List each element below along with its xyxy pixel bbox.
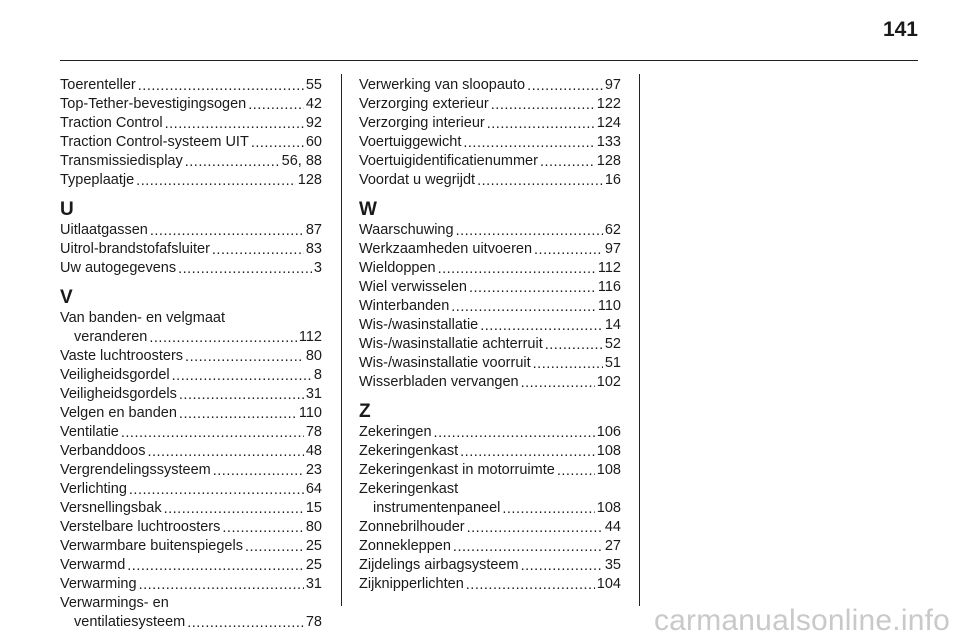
watermark: carmanualsonline.info: [653, 604, 950, 637]
index-entry: [359, 171, 621, 190]
index-entry: [60, 95, 322, 114]
section-letter-heading: V: [60, 287, 73, 308]
dot-leader: [540, 153, 595, 168]
entry-page-ref: 108: [596, 500, 621, 516]
entry-term: Velgen en banden: [60, 405, 177, 421]
index-entry: [60, 537, 322, 556]
entry-page-ref: 128: [297, 172, 322, 188]
index-entry: [60, 76, 322, 95]
index-entry: [359, 354, 621, 373]
entry-term: Uw autogegevens: [60, 260, 177, 276]
index-entry: [359, 518, 621, 537]
entry-page-ref: 25: [305, 538, 322, 554]
entry-term: instrumentenpaneel: [373, 500, 501, 516]
dot-leader: [147, 443, 303, 458]
entry-term: Vaste luchtroosters: [60, 348, 184, 364]
dot-leader: [456, 222, 603, 237]
entry-term: Zekeringen: [359, 424, 432, 440]
index-entry: [60, 385, 322, 404]
entry-page-ref: 106: [596, 424, 621, 440]
dot-leader: [438, 260, 596, 275]
entry-term: Verzorging exterieur: [359, 96, 489, 112]
index-entry: [60, 347, 322, 366]
entry-page-ref: 56, 88: [281, 153, 322, 169]
entry-page-ref: 78: [305, 614, 322, 630]
index-column-1: [60, 76, 322, 632]
entry-term: Wieldoppen: [359, 260, 436, 276]
entry-page-ref: 14: [604, 317, 621, 333]
dot-leader: [534, 241, 603, 256]
entry-term: Winterbanden: [359, 298, 450, 314]
entry-page-ref: 42: [305, 96, 322, 112]
dot-leader: [434, 424, 595, 439]
dot-leader: [179, 405, 297, 420]
index-entry: [359, 297, 621, 316]
entry-term: Voordat u wegrijdt: [359, 172, 476, 188]
index-entry: [60, 240, 322, 259]
entry-page-ref: 25: [305, 557, 322, 573]
index-entry: [60, 442, 322, 461]
entry-page-ref: 52: [604, 336, 621, 352]
entry-term: Uitrol-brandstofafsluiter: [60, 241, 210, 257]
index-entry: [359, 95, 621, 114]
dot-leader: [557, 462, 595, 477]
index-column-2: [359, 76, 621, 594]
entry-page-ref: 108: [596, 462, 621, 478]
index-entry: [359, 259, 621, 278]
entry-page-ref: 16: [604, 172, 621, 188]
entry-term: Verlichting: [60, 481, 127, 497]
dot-leader: [469, 279, 596, 294]
entry-term: Verstelbare luchtroosters: [60, 519, 221, 535]
index-entry: [359, 537, 621, 556]
index-entry: [60, 556, 322, 575]
entry-page-ref: 133: [596, 134, 621, 150]
dot-leader: [521, 557, 603, 572]
entry-page-ref: 87: [305, 222, 322, 238]
index-entry: [60, 404, 322, 423]
entry-term: Zonnekleppen: [359, 538, 451, 554]
dot-leader: [245, 538, 304, 553]
entry-term: Verwarming: [60, 576, 137, 592]
index-entry: [60, 423, 322, 442]
dot-leader: [502, 500, 594, 515]
dot-leader: [451, 298, 596, 313]
entry-page-ref: 97: [604, 241, 621, 257]
index-entry: [359, 221, 621, 240]
dot-leader: [487, 115, 595, 130]
entry-page-ref: 112: [597, 260, 621, 276]
section-letter-heading: Z: [359, 401, 371, 422]
dot-leader: [521, 374, 595, 389]
entry-page-ref: 31: [305, 576, 322, 592]
entry-term: Verzorging interieur: [359, 115, 485, 131]
entry-page-ref: 104: [596, 576, 621, 592]
entry-term: ventilatiesysteem: [74, 614, 186, 630]
dot-leader: [139, 576, 304, 591]
entry-page-ref: 55: [305, 77, 322, 93]
entry-page-ref: 124: [596, 115, 621, 131]
index-entry: [359, 133, 621, 152]
index-entry: [60, 575, 322, 594]
dot-leader: [533, 355, 603, 370]
index-entry-heading: Zekeringenkast: [359, 481, 459, 497]
entry-term: Wis-/wasinstallatie achterruit: [359, 336, 543, 352]
index-entry: [359, 335, 621, 354]
dot-leader: [491, 96, 595, 111]
dot-leader: [212, 241, 304, 256]
index-subentry: [60, 328, 322, 347]
entry-page-ref: 108: [596, 443, 621, 459]
dot-leader: [453, 538, 603, 553]
entry-page-ref: 80: [305, 519, 322, 535]
index-entry: [359, 442, 621, 461]
dot-leader: [187, 614, 304, 629]
entry-page-ref: 48: [305, 443, 322, 459]
entry-term: Toerenteller: [60, 77, 136, 93]
entry-page-ref: 102: [596, 374, 621, 390]
dot-leader: [185, 153, 280, 168]
index-entry: [359, 76, 621, 95]
index-entry: [359, 373, 621, 392]
index-entry: [60, 461, 322, 480]
index-entry: [359, 278, 621, 297]
entry-page-ref: 92: [305, 115, 322, 131]
entry-term: Ventilatie: [60, 424, 119, 440]
dot-leader: [527, 77, 603, 92]
index-entry: [60, 366, 322, 385]
entry-term: Wisserbladen vervangen: [359, 374, 519, 390]
dot-leader: [545, 336, 603, 351]
entry-page-ref: 110: [298, 405, 322, 421]
entry-term: Zekeringenkast in motorruimte: [359, 462, 555, 478]
dot-leader: [185, 348, 304, 363]
entry-term: Zijdelings airbagsysteem: [359, 557, 519, 573]
page-number: 141: [882, 18, 918, 41]
entry-page-ref: 97: [604, 77, 621, 93]
dot-leader: [213, 462, 304, 477]
entry-page-ref: 31: [305, 386, 322, 402]
column-divider: [639, 74, 640, 606]
entry-term: Zonnebrilhouder: [359, 519, 465, 535]
index-entry: [60, 171, 322, 190]
index-entry: [359, 316, 621, 335]
index-entry: [60, 133, 322, 152]
entry-page-ref: 122: [596, 96, 621, 112]
entry-page-ref: 78: [305, 424, 322, 440]
entry-term: veranderen: [74, 329, 148, 345]
index-entry: [60, 480, 322, 499]
index-subentry: [60, 613, 322, 632]
dot-leader: [127, 557, 304, 572]
entry-term: Uitlaatgassen: [60, 222, 148, 238]
entry-page-ref: 62: [604, 222, 621, 238]
dot-leader: [138, 77, 304, 92]
section-letter-heading: U: [60, 199, 74, 220]
entry-page-ref: 44: [604, 519, 621, 535]
dot-leader: [165, 115, 304, 130]
entry-page-ref: 23: [305, 462, 322, 478]
entry-term: Wis-/wasinstallatie voorruit: [359, 355, 531, 371]
dot-leader: [222, 519, 303, 534]
dot-leader: [164, 500, 304, 515]
entry-term: Versnellingsbak: [60, 500, 162, 516]
entry-term: Werkzaamheden uitvoeren: [359, 241, 533, 257]
dot-leader: [129, 481, 304, 496]
dot-leader: [460, 443, 595, 458]
entry-term: Verwerking van sloopauto: [359, 77, 526, 93]
entry-term: Wis-/wasinstallatie: [359, 317, 479, 333]
entry-page-ref: 3: [313, 260, 322, 276]
entry-page-ref: 128: [596, 153, 621, 169]
dot-leader: [477, 172, 603, 187]
entry-term: Voertuigidentificatienummer: [359, 153, 538, 169]
entry-page-ref: 35: [604, 557, 621, 573]
index-entry: [60, 152, 322, 171]
dot-leader: [466, 576, 595, 591]
dot-leader: [136, 172, 296, 187]
entry-page-ref: 64: [305, 481, 322, 497]
dot-leader: [248, 96, 304, 111]
index-entry: [60, 221, 322, 240]
entry-term: Wiel verwisselen: [359, 279, 467, 295]
entry-term: Veiligheidsgordels: [60, 386, 177, 402]
entry-term: Zijknipperlichten: [359, 576, 464, 592]
index-entry: [60, 499, 322, 518]
dot-leader: [463, 134, 594, 149]
index-entry: [60, 114, 322, 133]
entry-term: Verwarmd: [60, 557, 126, 573]
entry-term: Traction Control: [60, 115, 163, 131]
entry-page-ref: 83: [305, 241, 322, 257]
entry-page-ref: 116: [597, 279, 621, 295]
index-subentry: [359, 499, 621, 518]
dot-leader: [467, 519, 603, 534]
entry-term: Vergrendelingssysteem: [60, 462, 211, 478]
entry-term: Verwarmbare buitenspiegels: [60, 538, 243, 554]
dot-leader: [172, 367, 312, 382]
dot-leader: [150, 222, 304, 237]
index-entry-heading: Verwarmings- en: [60, 595, 169, 611]
index-entry: [359, 461, 621, 480]
entry-term: Veiligheidsgordel: [60, 367, 170, 383]
index-entry: [359, 575, 621, 594]
entry-page-ref: 27: [604, 538, 621, 554]
index-entry-heading: Van banden- en velgmaat: [60, 310, 225, 326]
entry-page-ref: 112: [298, 329, 322, 345]
entry-page-ref: 80: [305, 348, 322, 364]
index-entry: [60, 518, 322, 537]
column-divider: [341, 74, 342, 606]
dot-leader: [480, 317, 603, 332]
index-entry: [359, 423, 621, 442]
index-entry: [359, 152, 621, 171]
dot-leader: [121, 424, 304, 439]
dot-leader: [178, 260, 312, 275]
index-entry: [359, 240, 621, 259]
index-entry: [359, 114, 621, 133]
entry-page-ref: 60: [305, 134, 322, 150]
dot-leader: [149, 329, 297, 344]
entry-page-ref: 51: [604, 355, 621, 371]
dot-leader: [179, 386, 304, 401]
dot-leader: [251, 134, 304, 149]
entry-term: Waarschuwing: [359, 222, 454, 238]
entry-term: Transmissiedisplay: [60, 153, 183, 169]
entry-term: Verbanddoos: [60, 443, 146, 459]
section-letter-heading: W: [359, 199, 377, 220]
index-entry: [60, 259, 322, 278]
entry-page-ref: 15: [305, 500, 322, 516]
entry-term: Zekeringenkast: [359, 443, 459, 459]
entry-term: Voertuiggewicht: [359, 134, 462, 150]
index-entry: [359, 556, 621, 575]
entry-page-ref: 110: [597, 298, 621, 314]
entry-term: Traction Control-systeem UIT: [60, 134, 249, 150]
header-rule: [60, 60, 918, 61]
entry-term: Top-Tether-bevestigingsogen: [60, 96, 247, 112]
entry-term: Typeplaatje: [60, 172, 135, 188]
entry-page-ref: 8: [313, 367, 322, 383]
